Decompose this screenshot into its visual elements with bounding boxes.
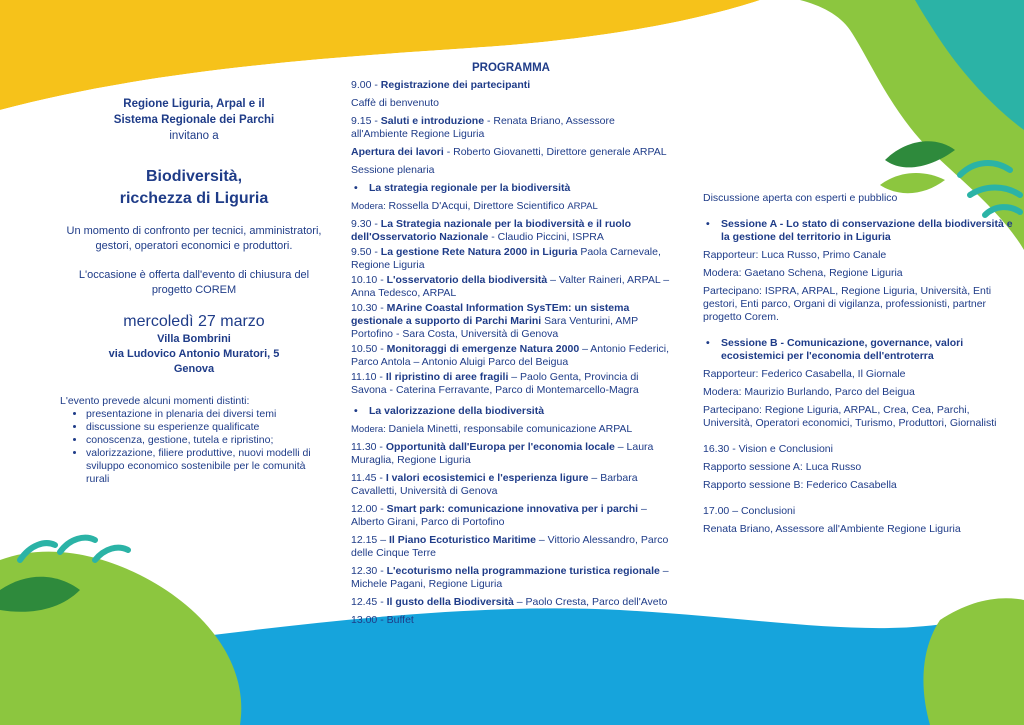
program-item: 11.10 - Il ripristino di aree fragili – Paolo Genta, Provincia di Savona - Caterina Ferravante, Parco di Montemarcello-Magra <box>351 371 639 396</box>
program-item: 9.30 - La Strategia nazionale per la biodiversità e il ruolo dell'Osservatorio Nazionale - Claudio Piccini, ISPRA <box>351 218 632 243</box>
event-title-line2: ricchezza di Liguria <box>119 190 269 207</box>
venue-name: Villa Bombrini <box>157 333 231 345</box>
list-item: • conoscenza, gestione, tutela e ripristino; <box>86 434 328 447</box>
event-date: mercoledì 27 marzo <box>123 313 265 330</box>
program-item: 12.30 - L'ecoturismo nella programmazione turistica regionale – Michele Pagani, Regione Liguria <box>351 565 669 590</box>
session-a-participants: Partecipano: ISPRA, ARPAL, Regione Liguria, Università, Enti gestori, Enti parco, Organi di vigilanza, professionisti, partner progetto Corem. <box>703 285 992 323</box>
organizers-line2: Sistema Regionale dei Parchi <box>113 114 275 126</box>
session-b-title: • Sessione B - Comunicazione, governance, valori ecosistemici per l'economia dell'entroterra <box>703 337 1015 363</box>
list-item: • presentazione in plenaria dei diversi temi <box>86 408 328 421</box>
final-conclusions: 17.00 – Conclusioni <box>703 505 796 517</box>
right-green-leaf-2 <box>880 173 945 193</box>
program-item: 11.30 - Opportunità dall'Europa per l'economia locale – Laura Muraglia, Regione Liguria <box>351 441 654 466</box>
program-item: Sessione plenaria <box>351 164 435 176</box>
session-b-rapporteur: Rapporteur: Federico Casabella, Il Giornale <box>703 368 906 380</box>
program-item: 12.00 - Smart park: comunicazione innovativa per i parchi – Alberto Girani, Parco di Portofino <box>351 503 647 528</box>
program-item: Caffè di benvenuto <box>351 97 439 109</box>
event-title-line1: Biodiversità, <box>145 168 243 185</box>
report-session-b: Rapporto sessione B: Federico Casabella <box>703 479 897 491</box>
afternoon-column <box>703 192 1015 541</box>
invite-text: invitano a <box>169 130 219 142</box>
program-item: 9.50 - La gestione Rete Natura 2000 in Liguria Paola Carnevale, Regione Liguria <box>351 246 661 271</box>
session-a-rapporteur: Rapporteur: Luca Russo, Primo Canale <box>703 249 887 261</box>
discussion-line: Discussione aperta con esperti e pubblico <box>703 192 898 204</box>
venue-address: via Ludovico Antonio Muratori, 5 <box>108 348 280 360</box>
report-session-a: Rapporto sessione A: Luca Russo <box>703 461 862 473</box>
moments-intro: L'evento prevede alcuni momenti distinti: <box>60 395 250 407</box>
event-occasion: L'occasione è offerta dall'evento di chiusura del progetto COREM <box>78 269 310 296</box>
program-item: 11.45 - I valori ecosistemici e l'esperienza ligure – Barbara Cavalletti, Università di Genova <box>351 472 638 497</box>
program-item: 10.30 - MArine Coastal Information SysTEm: un sistema gestionale a supporto di Parchi Marini Sara Venturini, AMP Portofino - Sara Costa, Università di Genova <box>351 302 638 340</box>
program-title: PROGRAMMA <box>472 62 550 74</box>
final-speaker: Renata Briano, Assessore all'Ambiente Regione Liguria <box>703 523 961 535</box>
venue-city: Genova <box>173 363 215 375</box>
program-item: 10.10 - L'osservatorio della biodiversità – Valter Raineri, ARPAL – Anna Tedesco, ARPAL <box>351 274 670 299</box>
program-item: 12.15 – Il Piano Ecoturistico Maritime – Vittorio Alessandro, Parco delle Cinque Terre <box>351 534 669 559</box>
moderator-line: Modera: Rossella D'Acqui, Direttore Scientifico ARPAL <box>351 200 598 212</box>
session-a-title: • Sessione A - Lo stato di conservazione della biodiversità e la gestione del territorio in Liguria <box>703 218 1015 244</box>
session-a-moderator: Modera: Gaetano Schena, Regione Liguria <box>703 267 903 279</box>
list-item: • valorizzazione, filiere produttive, nuovi modelli di sviluppo economico sostenibile per le comunità rurali <box>86 447 328 486</box>
left-column <box>60 96 328 486</box>
session-heading: • La valorizzazione della biodiversità <box>351 405 671 418</box>
program-item: 9.00 - Registrazione dei partecipanti <box>351 79 531 91</box>
bottom-right-green-blob <box>923 598 1024 725</box>
program-column <box>351 62 671 632</box>
event-intro: Un momento di confronto per tecnici, amministratori, gestori, operatori economici e produttori. <box>66 225 322 252</box>
moderator-line: Modera: Daniela Minetti, responsabile comunicazione ARPAL <box>351 423 633 435</box>
program-item: 10.50 - Monitoraggi di emergenze Natura 2000 – Antonio Federici, Parco Antola – Antonio Aluigi Parco del Beigua <box>351 343 670 368</box>
organizers-line1: Regione Liguria, Arpal e il <box>123 98 265 110</box>
session-b-moderator: Modera: Maurizio Burlando, Parco del Beigua <box>703 386 915 398</box>
conclusions-time: 16.30 - Vision e Conclusioni <box>703 443 833 455</box>
program-item: 12.45 - Il gusto della Biodiversità – Paolo Cresta, Parco dell'Aveto <box>351 596 668 608</box>
moments-section <box>60 395 328 486</box>
program-item: Apertura dei lavori - Roberto Giovanetti, Direttore generale ARPAL <box>351 146 667 158</box>
program-item: 13.00 - Buffet <box>351 614 414 626</box>
org-separator: , <box>210 98 217 110</box>
session-b-participants: Partecipano: Regione Liguria, ARPAL, Crea, Cea, Parchi, Università, Operatori economici, Turismo, Produttori, Giornalisti <box>703 404 997 429</box>
program-item: 9.15 - Saluti e introduzione - Renata Briano, Assessore all'Ambiente Regione Liguria <box>351 115 615 140</box>
session-heading: • La strategia regionale per la biodiversità <box>351 182 671 195</box>
list-item: • discussione su esperienze qualificate <box>86 421 328 434</box>
moments-list <box>60 408 328 486</box>
